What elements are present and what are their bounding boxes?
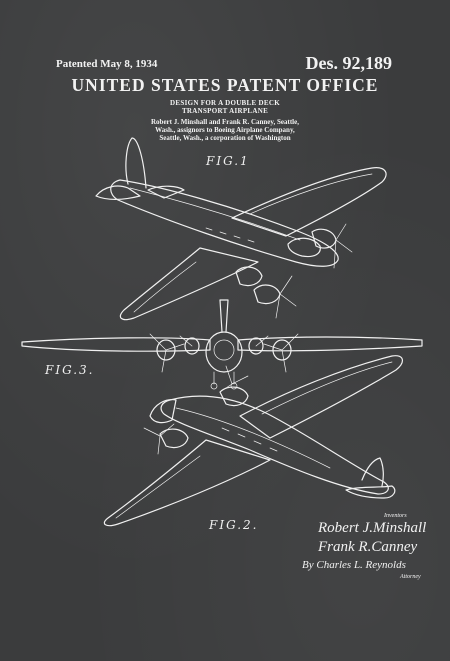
figure-3-label: FIG.3. <box>45 363 95 377</box>
design-title-line1: DESIGN FOR A DOUBLE DECK <box>170 99 280 107</box>
inventor-signature-2: Frank R.Canney <box>318 539 418 555</box>
office-heading: UNITED STATES PATENT OFFICE <box>71 75 379 95</box>
design-number: Des. 92,189 <box>305 53 392 73</box>
figure-2-label: FIG.2. <box>209 518 259 532</box>
inventors-text-line1: Robert J. Minshall and Frank R. Canney, Seattle, <box>151 118 299 126</box>
figure-1-label: FIG.1 <box>206 154 250 168</box>
attorney-label: Attorney <box>400 574 421 580</box>
inventors-label: Inventors <box>384 513 407 519</box>
inventors-text-line3: Seattle, Wash., a corporation of Washington <box>159 134 291 142</box>
design-title-line2: TRANSPORT AIRPLANE <box>181 107 269 115</box>
inventors-text-line2: Wash., assignors to Boeing Airplane Company, <box>155 126 295 134</box>
attorney-signature: By Charles L. Reynolds <box>302 559 406 571</box>
inventor-signature-1: Robert J.Minshall <box>318 520 427 536</box>
patent-date: Patented May 8, 1934 <box>56 58 158 70</box>
